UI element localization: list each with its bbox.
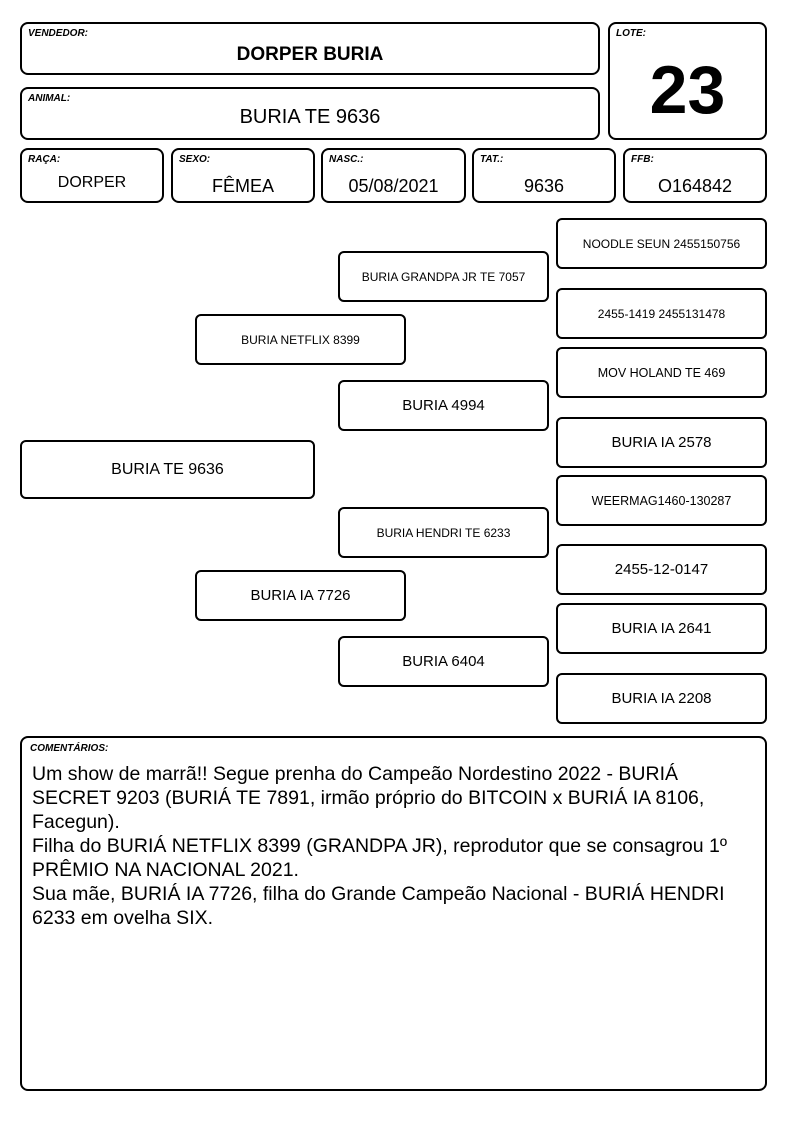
ffb-value: O164842 xyxy=(657,176,733,196)
pedigree-ggp-3: MOV HOLAND TE 469 xyxy=(556,347,767,398)
tat-label: TAT.: xyxy=(480,154,504,165)
comments-label: COMENTÁRIOS: xyxy=(30,743,109,754)
nasc-value: 05/08/2021 xyxy=(348,176,439,196)
pedigree-dam: BURIA IA 7726 xyxy=(195,570,406,621)
pedigree-ggp-6: 2455-12-0147 xyxy=(556,544,767,595)
comments-box xyxy=(20,736,767,1091)
lote-box xyxy=(608,22,767,140)
nasc-box xyxy=(321,148,466,203)
pedigree-sire-dam: BURIA 4994 xyxy=(338,380,549,431)
animal-label: ANIMAL: xyxy=(28,93,71,104)
sexo-label: SEXO: xyxy=(179,154,211,165)
comment-line-3: Sua mãe, BURIÁ IA 7726, filha do Grande Campeão Nacional - BURIÁ HENDRI 6233 em ovelha SIX. xyxy=(32,883,725,929)
pedigree-sire: BURIA NETFLIX 8399 xyxy=(195,314,406,365)
lote-value: 23 xyxy=(649,52,726,128)
tat-box xyxy=(472,148,616,203)
pedigree-dam-sire: BURIA HENDRI TE 6233 xyxy=(338,507,549,558)
comments-text xyxy=(32,762,755,930)
pedigree-ggp-2: 2455-1419 2455131478 xyxy=(556,288,767,339)
pedigree-ggp-4: BURIA IA 2578 xyxy=(556,417,767,468)
tat-value: 9636 xyxy=(523,176,565,196)
pedigree-sire-sire: BURIA GRANDPA JR TE 7057 xyxy=(338,251,549,302)
pedigree-ggp-1: NOODLE SEUN 2455150756 xyxy=(556,218,767,269)
pedigree-dam-dam: BURIA 6404 xyxy=(338,636,549,687)
raca-label: RAÇA: xyxy=(28,154,61,165)
sexo-box xyxy=(171,148,315,203)
lote-label: LOTE: xyxy=(616,28,646,39)
vendedor-label: VENDEDOR: xyxy=(28,28,89,39)
nasc-label: NASC.: xyxy=(329,154,364,165)
pedigree-ggp-8: BURIA IA 2208 xyxy=(556,673,767,724)
animal-value: BURIA TE 9636 xyxy=(239,106,381,128)
pedigree-animal: BURIA TE 9636 xyxy=(20,440,315,499)
vendedor-box xyxy=(20,22,600,75)
vendedor-value: DORPER BURIA xyxy=(236,44,384,65)
comment-line-2: Filha do BURIÁ NETFLIX 8399 (GRANDPA JR), reprodutor que se consagrou 1º PRÊMIO NA NACIONAL 2021. xyxy=(32,835,727,881)
comment-line-1: Um show de marrã!! Segue prenha do Campeão Nordestino 2022 - BURIÁ SECRET 9203 (BURIÁ TE 7891, irmão próprio do BITCOIN x BURIÁ IA 8106, Facegun). xyxy=(32,763,705,833)
pedigree-ggp-5: WEERMAG1460-130287 xyxy=(556,475,767,526)
animal-box xyxy=(20,87,600,140)
raca-box xyxy=(20,148,164,203)
raca-value: DORPER xyxy=(57,174,127,191)
sexo-value: FÊMEA xyxy=(211,176,274,196)
ffb-box xyxy=(623,148,767,203)
pedigree-ggp-7: BURIA IA 2641 xyxy=(556,603,767,654)
ffb-label: FFB: xyxy=(631,154,654,165)
